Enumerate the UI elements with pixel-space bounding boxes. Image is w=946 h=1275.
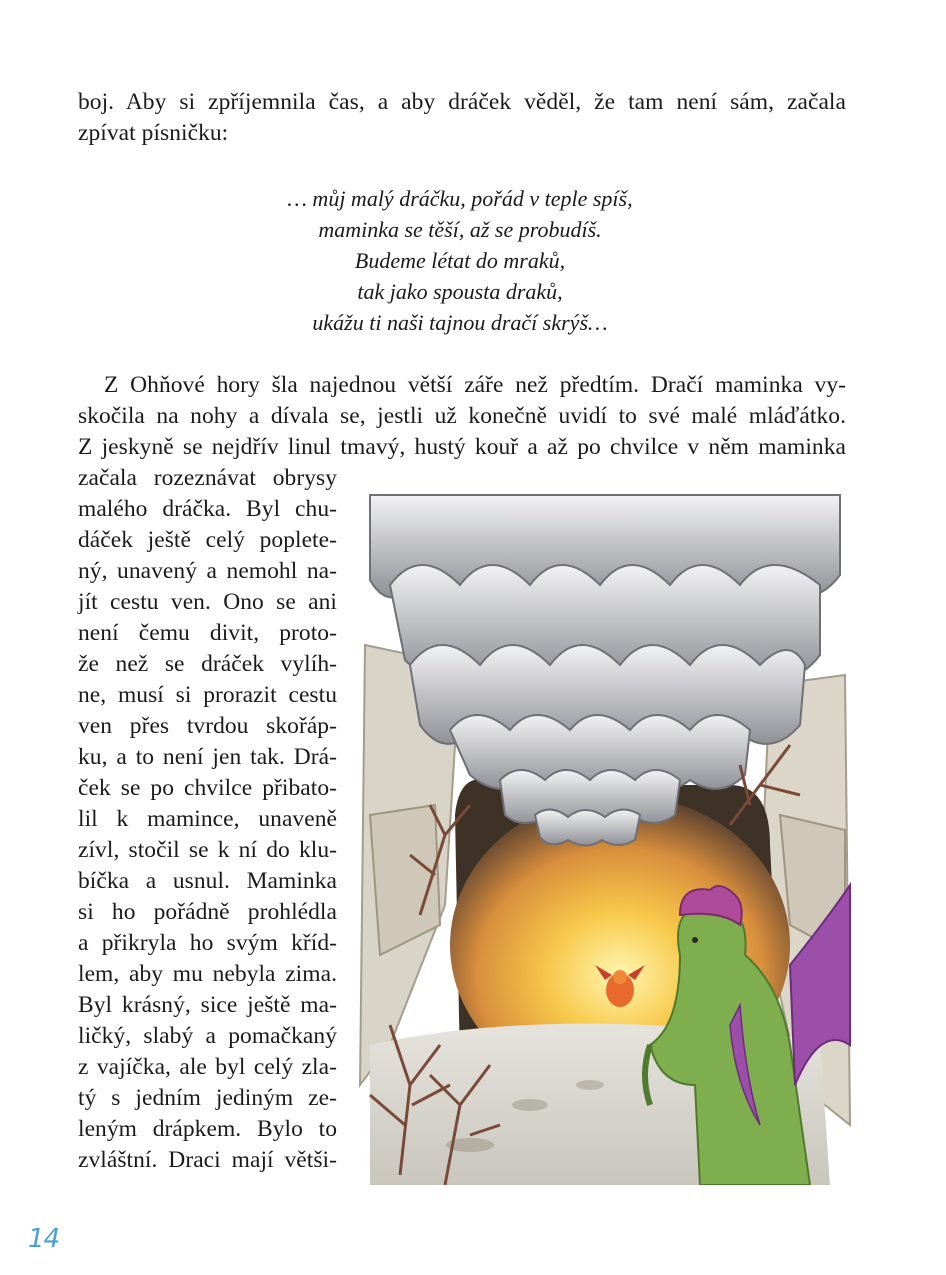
text-line: si ho pořádně prohlédla xyxy=(78,899,337,925)
text-line: ku, a to není jen tak. Drá- xyxy=(78,744,337,770)
text-line: Byl krásný, sice ještě ma- xyxy=(78,992,337,1018)
text-line: a přikryla ho svým kříd- xyxy=(78,930,337,956)
verse-line: … můj malý dráčku, pořád v teple spíš, xyxy=(287,186,633,211)
text-line: bíčka a usnul. Maminka xyxy=(78,868,337,894)
text-line: ven přes tvrdou skořáp- xyxy=(78,713,337,739)
text-line: zvláštní. Draci mají větši- xyxy=(78,1147,337,1173)
text-line: ček se po chvilce přibato- xyxy=(78,775,337,801)
page-number: 14 xyxy=(28,1224,60,1254)
text-line: dáček ještě celý poplete- xyxy=(78,527,337,553)
text-line: Z jeskyně se nejdřív linul tmavý, hustý kouř a až po chvilce v něm maminka xyxy=(78,434,846,460)
text-line: z vajíčka, ale byl celý zla- xyxy=(78,1054,337,1080)
text-line: není čemu divit, proto- xyxy=(78,620,337,646)
verse-line: ukážu ti naši tajnou dračí skrýš… xyxy=(312,310,608,335)
text-line: lil k mamince, unaveně xyxy=(78,806,337,832)
verse-line: tak jako spousta draků, xyxy=(357,279,563,304)
dragon-cave-illustration xyxy=(350,485,855,1185)
text-line: zívl, stočil se k ní do klu- xyxy=(78,837,337,863)
text-line: skočila na nohy a dívala se, jestli už konečně uvidí to své malé mláďátko. xyxy=(78,403,846,429)
text-line: lem, aby mu nebyla zima. xyxy=(78,961,337,987)
text-line: Z Ohňové hory šla najednou větší záře než předtím. Dračí maminka vy- xyxy=(104,372,846,398)
verse-line: maminka se těší, až se probudíš. xyxy=(318,217,602,242)
text-line: boj. Aby si zpříjemnila čas, a aby dráček věděl, že tam není sám, začala xyxy=(78,89,846,115)
text-line: začala rozeznávat obrysy xyxy=(78,465,337,491)
verse-line: Budeme létat do mraků, xyxy=(354,248,566,273)
text-line: jít cestu ven. Ono se ani xyxy=(78,589,337,615)
text-line: tý s jedním jediným ze- xyxy=(78,1085,337,1111)
text-line: malého dráčka. Byl chu- xyxy=(78,496,337,522)
text-line: ný, unavený a nemohl na- xyxy=(78,558,337,584)
text-line: že než se dráček vylíh- xyxy=(78,651,337,677)
text-line: zpívat písničku: xyxy=(78,120,229,146)
text-line: ne, musí si prorazit cestu xyxy=(78,682,337,708)
text-line: ličký, slabý a pomačkaný xyxy=(78,1023,337,1049)
text-line: leným drápkem. Bylo to xyxy=(78,1116,337,1142)
